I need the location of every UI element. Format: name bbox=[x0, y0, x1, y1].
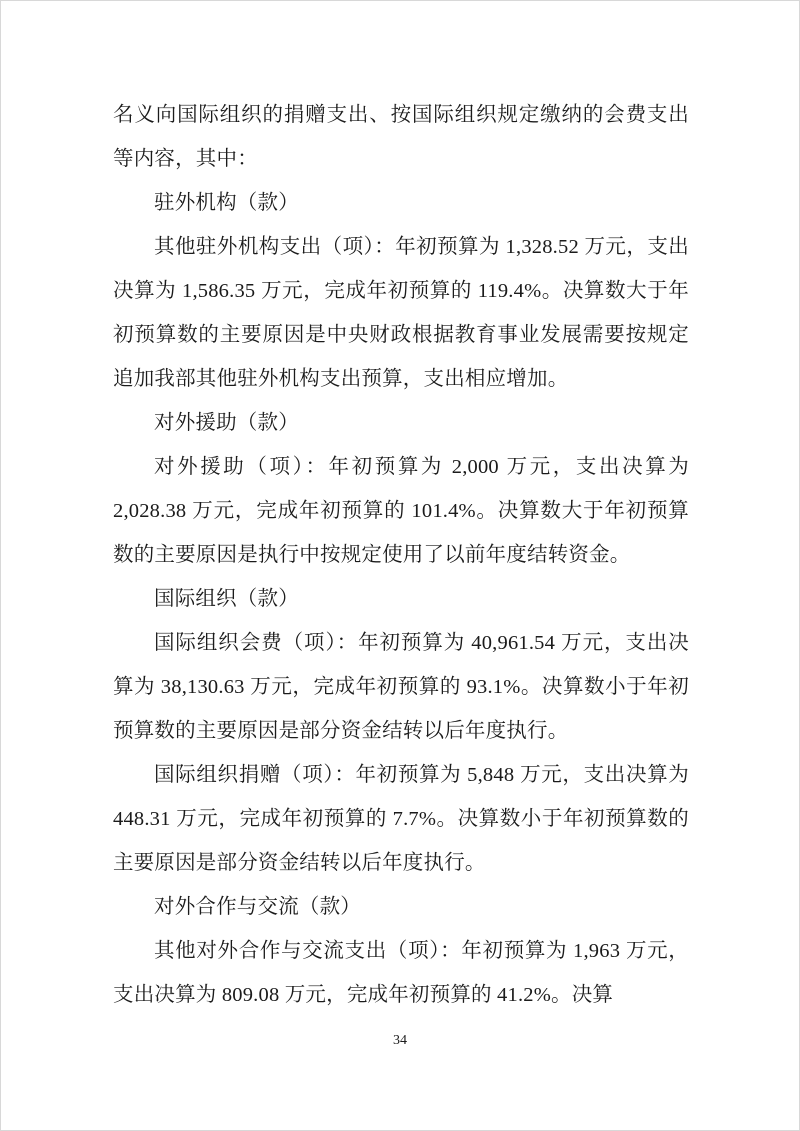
paragraph: 对外合作与交流（款） bbox=[154, 896, 361, 918]
paragraph: 对外援助（项）：年初预算为 2,000 万元，支出决算为 2,028.38 万元，完成年初预算的 101.4%。决算数大于年初预算数的主要原因是执行中按规定使用了以前年度结转资金。 bbox=[113, 456, 695, 566]
paragraph: 名义向国际组织的捐赠支出、按国际组织规定缴纳的会费支出等内容，其中： bbox=[113, 104, 689, 170]
paragraph: 国际组织（款） bbox=[154, 588, 299, 610]
paragraph: 其他对外合作与交流支出（项）：年初预算为 1,963 万元，支出决算为 809.08 万元，完成年初预算的 41.2%。决算 bbox=[113, 940, 689, 1006]
paragraph: 对外援助（款） bbox=[154, 412, 299, 434]
paragraph: 国际组织捐赠（项）：年初预算为 5,848 万元，支出决算为 448.31 万元，完成年初预算的 7.7%。决算数小于年初预算数的主要原因是部分资金结转以后年度执行。 bbox=[113, 764, 695, 874]
paragraph: 其他驻外机构支出（项）：年初预算为 1,328.52 万元，支出决算为 1,586.35 万元，完成年初预算的 119.4%。决算数大于年初预算数的主要原因是中央财政根据教育事业发展需要按规定追加我部其他驻外机构支出预算，支出相应增加。 bbox=[113, 236, 689, 390]
paragraph: 驻外机构（款） bbox=[154, 192, 299, 214]
page-body bbox=[113, 93, 695, 1017]
paragraph: 国际组织会费（项）：年初预算为 40,961.54 万元，支出决算为 38,130.63 万元，完成年初预算的 93.1%。决算数小于年初预算数的主要原因是部分资金结转以后年度执行。 bbox=[113, 632, 689, 742]
page-number: 34 bbox=[393, 1033, 407, 1048]
